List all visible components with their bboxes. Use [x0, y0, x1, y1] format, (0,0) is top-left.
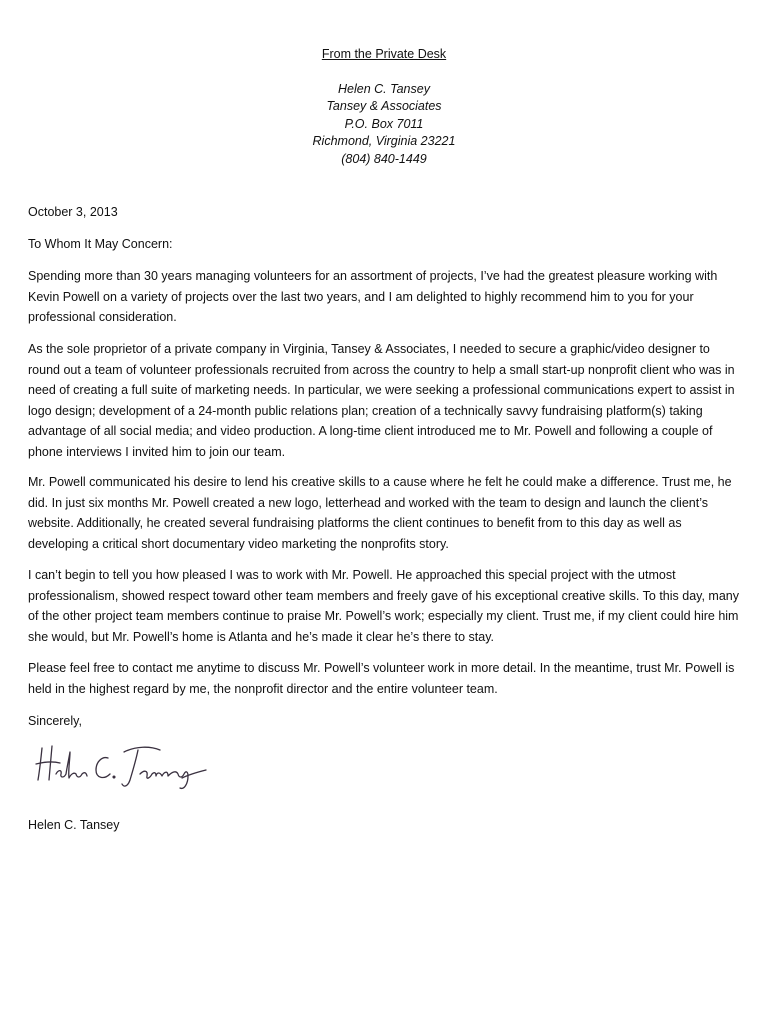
body-paragraph-2 — [28, 339, 744, 462]
sender-city-state-zip: Richmond, Virginia 23221 — [312, 134, 456, 148]
paragraph-text: Spending more than 30 years managing volunteers for an assortment of projects, I’ve had the greatest pleasure working with Kevin Powell on a variety of projects over the last two years, and I am delighted to highly recommend him to you for your professional consideration. — [28, 269, 718, 324]
letter-date: October 3, 2013 — [28, 205, 118, 219]
letterhead-title: From the Private Desk — [321, 47, 447, 61]
salutation: To Whom It May Concern: — [28, 237, 173, 251]
sender-phone: (804) 840-1449 — [341, 151, 427, 166]
paragraph-text: Mr. Powell communicated his desire to lend his creative skills to a cause where he felt he could make a difference. Trust me, he did. In just six months Mr. Powell created a new logo, letterhead and worked with the team to design and launch the client’s website. Additionally, he created several fundraising platforms the client continues to benefit from to this day as well as developing a critical short documentary video marketing the nonprofits story. — [28, 475, 732, 551]
handwritten-signature — [32, 734, 212, 794]
sender-company: Tansey & Associates — [326, 99, 442, 113]
signer-name: Helen C. Tansey — [28, 818, 120, 832]
letterhead — [0, 46, 768, 168]
paragraph-text: Please feel free to contact me anytime to discuss Mr. Powell’s volunteer work in more detail. In the meantime, trust Mr. Powell is held in the highest regard by me, the nonprofit director and the entire volunteer team. — [28, 661, 735, 696]
body-paragraph-4 — [28, 565, 744, 647]
sender-po-box: P.O. Box 7011 — [344, 116, 424, 131]
paragraph-text: As the sole proprietor of a private company in Virginia, Tansey & Associates, I needed to secure a graphic/video designer to round out a team of volunteer professionals recruited from across the country to help a small start-up nonprofit client who was in need of creating a full suite of marketing needs. In particular, we were seeking a professional communications expert to assist in logo design; development of a 24-month public relations plan; creation of a technically savvy fundraising platform(s) taking advantage of all social media; and video production. A long-time client introduced me to Mr. Powell and following a couple of phone interviews I invited him to join our team. — [28, 342, 735, 459]
closing: Sincerely, — [28, 714, 82, 728]
body-paragraph-5 — [28, 658, 744, 699]
sender-name: Helen C. Tansey — [338, 81, 430, 96]
paragraph-text: I can’t begin to tell you how pleased I was to work with Mr. Powell. He approached this special project with the utmost professionalism, showed respect toward other team members and freely gave of his exceptional creative skills. To this day, many of the other project team members continue to praise Mr. Powell’s work; especially my client. Trust me, if my client could hire him she would, but Mr. Powell’s home is Atlanta and he’s made it clear he’s there to stay. — [28, 568, 739, 644]
body-paragraph-3 — [28, 472, 744, 554]
body-paragraph-1 — [28, 266, 744, 328]
